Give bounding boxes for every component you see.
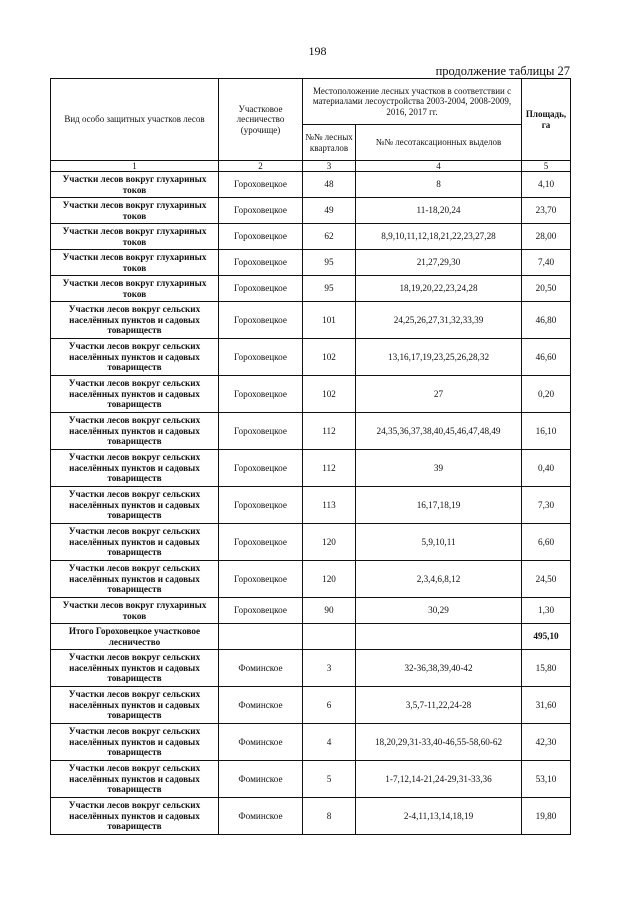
table-row [51, 198, 571, 224]
cell-area: 7,40 [522, 250, 571, 276]
cell-forestry: Фоминское [219, 798, 303, 835]
table-row [51, 450, 571, 487]
cell-forestry: Гороховецкое [219, 172, 303, 198]
header-sections: №№ лесотаксационных выделов [356, 125, 522, 161]
cell-forestry: Гороховецкое [219, 302, 303, 339]
cell-type: Участки лесов вокруг сельских населённых пунктов и садовых товариществ [51, 339, 219, 376]
cell-quarter: 3 [303, 650, 356, 687]
cell-type: Участки лесов вокруг глухариных токов [51, 198, 219, 224]
cell-area: 31,60 [522, 687, 571, 724]
table-row [51, 687, 571, 724]
header-quarters: №№ лесных кварталов [303, 125, 356, 161]
cell-forestry: Фоминское [219, 687, 303, 724]
cell-quarter: 102 [303, 376, 356, 413]
cell-forestry: Гороховецкое [219, 376, 303, 413]
cell-forestry [219, 624, 303, 650]
table-row [51, 302, 571, 339]
cell-type: Итого Гороховецкое участковое лесничество [51, 624, 219, 650]
cell-sections: 8,9,10,11,12,18,21,22,23,27,28 [356, 224, 522, 250]
cell-quarter: 102 [303, 339, 356, 376]
cell-forestry: Гороховецкое [219, 598, 303, 624]
cell-sections: 3,5,7-11,22,24-28 [356, 687, 522, 724]
cell-forestry: Фоминское [219, 761, 303, 798]
cell-forestry: Гороховецкое [219, 276, 303, 302]
table-row [51, 561, 571, 598]
column-number: 3 [303, 161, 356, 172]
cell-type: Участки лесов вокруг сельских населённых пунктов и садовых товариществ [51, 650, 219, 687]
table-continuation-caption: продолжение таблицы 27 [435, 64, 570, 78]
table-row [51, 376, 571, 413]
cell-sections: 21,27,29,30 [356, 250, 522, 276]
page-number: 198 [308, 44, 327, 58]
cell-quarter: 101 [303, 302, 356, 339]
cell-area: 1,30 [522, 598, 571, 624]
cell-quarter: 8 [303, 798, 356, 835]
table-row-total [51, 624, 571, 650]
table-row [51, 761, 571, 798]
column-number: 4 [356, 161, 522, 172]
cell-quarter: 112 [303, 450, 356, 487]
cell-quarter: 113 [303, 487, 356, 524]
cell-sections [356, 624, 522, 650]
cell-type: Участки лесов вокруг сельских населённых пунктов и садовых товариществ [51, 376, 219, 413]
cell-quarter: 49 [303, 198, 356, 224]
cell-quarter: 5 [303, 761, 356, 798]
cell-type: Участки лесов вокруг глухариных токов [51, 250, 219, 276]
cell-sections: 18,19,20,22,23,24,28 [356, 276, 522, 302]
cell-sections: 18,20,29,31-33,40-46,55-58,60-62 [356, 724, 522, 761]
cell-area: 24,50 [522, 561, 571, 598]
header-area: Площадь, га [522, 79, 571, 161]
table-row [51, 724, 571, 761]
cell-area: 0,20 [522, 376, 571, 413]
cell-sections: 8 [356, 172, 522, 198]
cell-forestry: Фоминское [219, 724, 303, 761]
table-row [51, 650, 571, 687]
cell-quarter: 62 [303, 224, 356, 250]
cell-sections: 39 [356, 450, 522, 487]
cell-type: Участки лесов вокруг сельских населённых пунктов и садовых товариществ [51, 302, 219, 339]
header-location-group: Местоположение лесных участков в соответствии с материалами лесоустройства 2003-2004, 2008-2009, 2016, 2017 гг. [303, 79, 522, 125]
cell-area: 19,80 [522, 798, 571, 835]
cell-type: Участки лесов вокруг глухариных токов [51, 224, 219, 250]
table-row [51, 487, 571, 524]
cell-area: 28,00 [522, 224, 571, 250]
cell-sections: 30,29 [356, 598, 522, 624]
cell-area: 6,60 [522, 524, 571, 561]
cell-quarter: 4 [303, 724, 356, 761]
cell-forestry: Гороховецкое [219, 450, 303, 487]
table-row [51, 250, 571, 276]
cell-type: Участки лесов вокруг сельских населённых пунктов и садовых товариществ [51, 413, 219, 450]
table-row [51, 798, 571, 835]
cell-sections: 27 [356, 376, 522, 413]
table-body [51, 172, 571, 835]
cell-sections: 24,25,26,27,31,32,33,39 [356, 302, 522, 339]
cell-forestry: Гороховецкое [219, 561, 303, 598]
cell-forestry: Гороховецкое [219, 224, 303, 250]
cell-forestry: Гороховецкое [219, 198, 303, 224]
cell-area: 46,80 [522, 302, 571, 339]
cell-forestry: Гороховецкое [219, 339, 303, 376]
table-row [51, 524, 571, 561]
cell-type: Участки лесов вокруг сельских населённых пунктов и садовых товариществ [51, 487, 219, 524]
cell-type: Участки лесов вокруг глухариных токов [51, 276, 219, 302]
cell-sections: 32-36,38,39,40-42 [356, 650, 522, 687]
cell-area: 20,50 [522, 276, 571, 302]
table-row [51, 224, 571, 250]
cell-area-total: 495,10 [522, 624, 571, 650]
cell-forestry: Гороховецкое [219, 250, 303, 276]
cell-quarter: 95 [303, 250, 356, 276]
table-row [51, 339, 571, 376]
cell-forestry: Фоминское [219, 650, 303, 687]
cell-area: 46,60 [522, 339, 571, 376]
header-protected-area-type: Вид особо защитных участков лесов [51, 79, 219, 161]
cell-quarter: 120 [303, 524, 356, 561]
cell-sections: 5,9,10,11 [356, 524, 522, 561]
cell-type: Участки лесов вокруг сельских населённых пунктов и садовых товариществ [51, 798, 219, 835]
cell-area: 42,30 [522, 724, 571, 761]
cell-quarter: 120 [303, 561, 356, 598]
cell-type: Участки лесов вокруг сельских населённых пунктов и садовых товариществ [51, 724, 219, 761]
cell-type: Участки лесов вокруг глухариных токов [51, 598, 219, 624]
cell-type: Участки лесов вокруг глухариных токов [51, 172, 219, 198]
cell-sections: 1-7,12,14-21,24-29,31-33,36 [356, 761, 522, 798]
cell-sections: 2,3,4,6,8,12 [356, 561, 522, 598]
cell-quarter: 90 [303, 598, 356, 624]
cell-forestry: Гороховецкое [219, 487, 303, 524]
cell-sections: 16,17,18,19 [356, 487, 522, 524]
cell-quarter: 48 [303, 172, 356, 198]
column-number: 2 [219, 161, 303, 172]
cell-sections: 11-18,20,24 [356, 198, 522, 224]
cell-quarter: 95 [303, 276, 356, 302]
cell-sections: 2-4,11,13,14,18,19 [356, 798, 522, 835]
cell-forestry: Гороховецкое [219, 413, 303, 450]
cell-type: Участки лесов вокруг сельских населённых пунктов и садовых товариществ [51, 524, 219, 561]
column-number: 1 [51, 161, 219, 172]
cell-area: 15,80 [522, 650, 571, 687]
cell-quarter: 112 [303, 413, 356, 450]
cell-type: Участки лесов вокруг сельских населённых пунктов и садовых товариществ [51, 761, 219, 798]
cell-quarter: 6 [303, 687, 356, 724]
table-row [51, 413, 571, 450]
table-row [51, 598, 571, 624]
protected-forest-table [50, 78, 571, 835]
cell-area: 16,10 [522, 413, 571, 450]
cell-type: Участки лесов вокруг сельских населённых пунктов и садовых товариществ [51, 561, 219, 598]
cell-area: 4,10 [522, 172, 571, 198]
header-forestry: Участковое лесничество (урочище) [219, 79, 303, 161]
cell-forestry: Гороховецкое [219, 524, 303, 561]
table-row [51, 172, 571, 198]
cell-quarter [303, 624, 356, 650]
cell-area: 23,70 [522, 198, 571, 224]
cell-sections: 24,35,36,37,38,40,45,46,47,48,49 [356, 413, 522, 450]
column-number: 5 [522, 161, 571, 172]
cell-area: 7,30 [522, 487, 571, 524]
table-row [51, 276, 571, 302]
cell-area: 0,40 [522, 450, 571, 487]
cell-type: Участки лесов вокруг сельских населённых пунктов и садовых товариществ [51, 450, 219, 487]
cell-type: Участки лесов вокруг сельских населённых пунктов и садовых товариществ [51, 687, 219, 724]
cell-area: 53,10 [522, 761, 571, 798]
cell-sections: 13,16,17,19,23,25,26,28,32 [356, 339, 522, 376]
